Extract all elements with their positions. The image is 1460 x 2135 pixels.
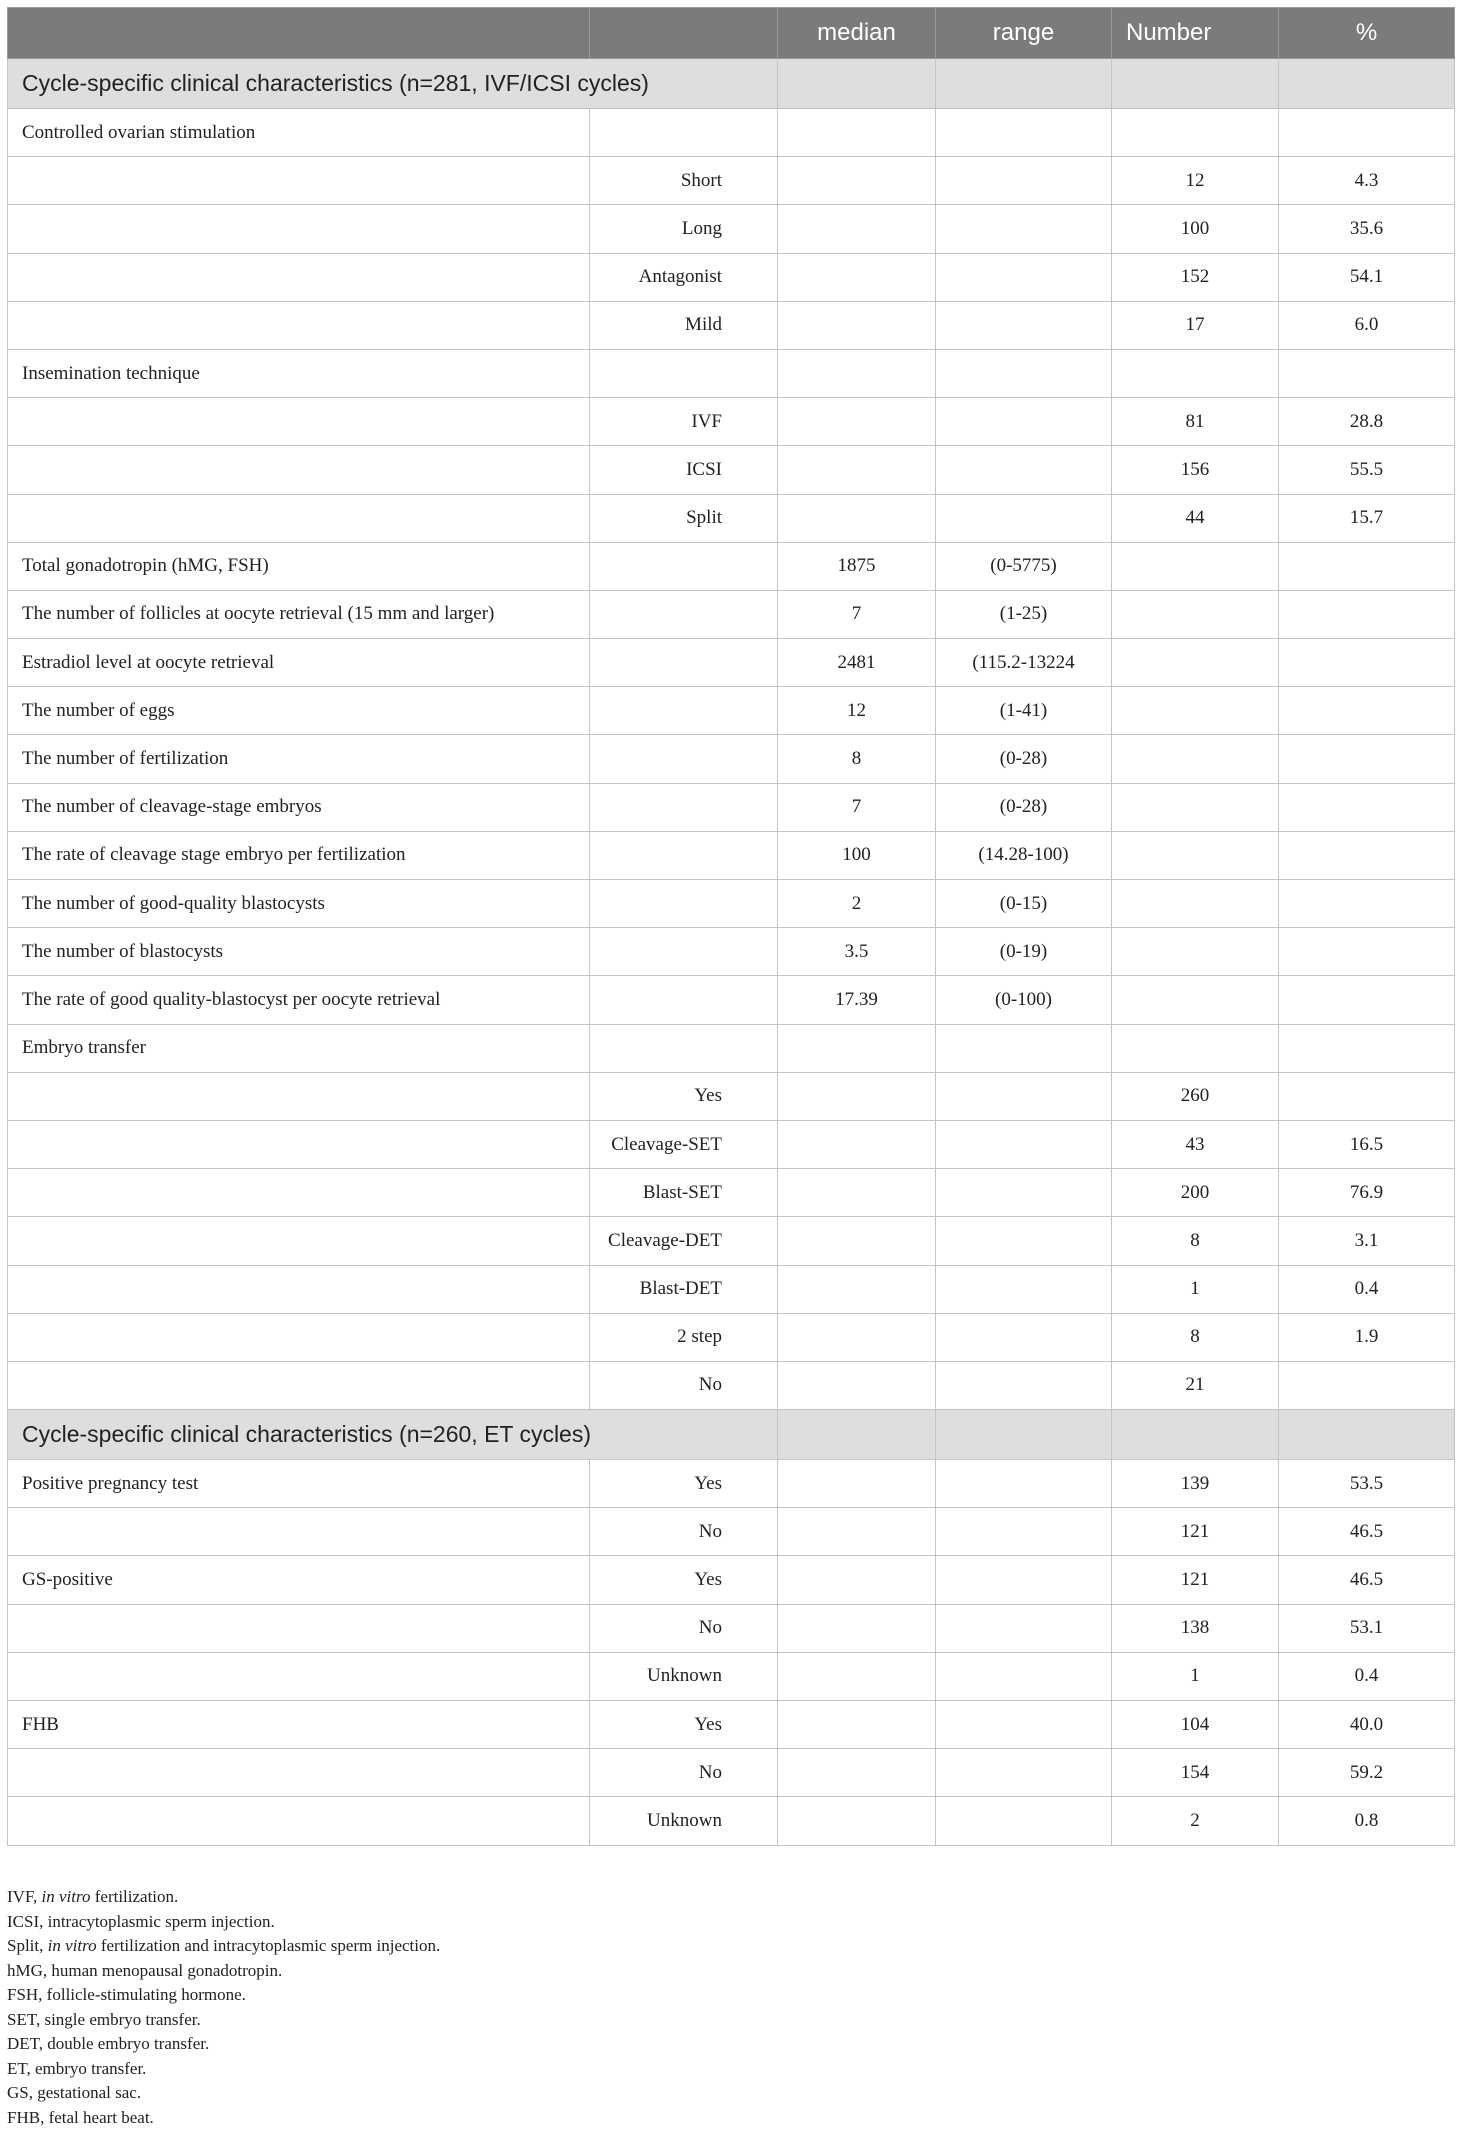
section-empty-cell bbox=[936, 59, 1112, 109]
cell-range: (1-41) bbox=[936, 687, 1112, 735]
row-label: The number of fertilization bbox=[8, 735, 590, 783]
cell-number: 121 bbox=[1112, 1508, 1279, 1556]
cell-range bbox=[936, 1701, 1112, 1749]
cell-median bbox=[778, 157, 936, 205]
row-sublabel: Short bbox=[590, 157, 778, 205]
row-label: Insemination technique bbox=[8, 349, 590, 397]
row-label bbox=[8, 253, 590, 301]
cell-range bbox=[936, 494, 1112, 542]
table-row bbox=[8, 1169, 1455, 1217]
cell-percent bbox=[1279, 349, 1455, 397]
cell-number: 156 bbox=[1112, 446, 1279, 494]
section-empty-cell bbox=[778, 1410, 936, 1460]
cell-percent bbox=[1279, 928, 1455, 976]
cell-range: (1-25) bbox=[936, 590, 1112, 638]
table-row bbox=[8, 687, 1455, 735]
section-empty-cell bbox=[778, 59, 936, 109]
row-sublabel: No bbox=[590, 1508, 778, 1556]
header-col-sub bbox=[590, 8, 778, 59]
cell-percent: 40.0 bbox=[1279, 1701, 1455, 1749]
row-label bbox=[8, 205, 590, 253]
cell-percent bbox=[1279, 783, 1455, 831]
section-header-row bbox=[8, 1410, 1455, 1460]
table-row bbox=[8, 1024, 1455, 1072]
footnote-text: hMG, human menopausal gonadotropin. bbox=[7, 1960, 283, 1980]
table-row bbox=[8, 542, 1455, 590]
row-sublabel bbox=[590, 783, 778, 831]
cell-range bbox=[936, 1265, 1112, 1313]
cell-percent: 3.1 bbox=[1279, 1217, 1455, 1265]
footnote-italic: in vitro bbox=[47, 1936, 97, 1955]
header-number: Number bbox=[1112, 8, 1279, 59]
cell-median: 3.5 bbox=[778, 928, 936, 976]
table-row bbox=[8, 1120, 1455, 1168]
footnote-text: FHB, fetal heart beat. bbox=[7, 2107, 154, 2127]
row-label: Embryo transfer bbox=[8, 1024, 590, 1072]
row-label: Total gonadotropin (hMG, FSH) bbox=[8, 542, 590, 590]
cell-number: 8 bbox=[1112, 1313, 1279, 1361]
table-row bbox=[8, 301, 1455, 349]
cell-range bbox=[936, 1460, 1112, 1508]
table-row bbox=[8, 494, 1455, 542]
cell-median bbox=[778, 1604, 936, 1652]
row-label bbox=[8, 1072, 590, 1120]
row-label bbox=[8, 1169, 590, 1217]
cell-range: (0-28) bbox=[936, 783, 1112, 831]
footnote-text: ET, embryo transfer. bbox=[7, 2058, 147, 2078]
cell-percent: 15.7 bbox=[1279, 494, 1455, 542]
cell-range bbox=[936, 1313, 1112, 1361]
cell-number: 1 bbox=[1112, 1652, 1279, 1700]
cell-range bbox=[936, 349, 1112, 397]
row-label bbox=[8, 1652, 590, 1700]
cell-median bbox=[778, 1361, 936, 1409]
table-row bbox=[8, 1508, 1455, 1556]
cell-number bbox=[1112, 639, 1279, 687]
cell-range bbox=[936, 1508, 1112, 1556]
section-empty-cell bbox=[1279, 59, 1455, 109]
row-sublabel bbox=[590, 590, 778, 638]
table-row bbox=[8, 1797, 1455, 1845]
cell-range bbox=[936, 1749, 1112, 1797]
table-row bbox=[8, 349, 1455, 397]
footnote-line bbox=[7, 1885, 1454, 1910]
cell-median: 2 bbox=[778, 880, 936, 928]
table-row bbox=[8, 1313, 1455, 1361]
row-sublabel bbox=[590, 109, 778, 157]
cell-percent: 0.8 bbox=[1279, 1797, 1455, 1845]
cell-median bbox=[778, 1265, 936, 1313]
cell-percent: 53.5 bbox=[1279, 1460, 1455, 1508]
row-sublabel: ICSI bbox=[590, 446, 778, 494]
cell-range: (0-5775) bbox=[936, 542, 1112, 590]
row-sublabel: Antagonist bbox=[590, 253, 778, 301]
cell-percent: 28.8 bbox=[1279, 398, 1455, 446]
characteristics-table bbox=[7, 7, 1455, 1846]
row-sublabel bbox=[590, 639, 778, 687]
table-row bbox=[8, 446, 1455, 494]
row-label: Positive pregnancy test bbox=[8, 1460, 590, 1508]
cell-percent: 0.4 bbox=[1279, 1652, 1455, 1700]
row-label: The number of good-quality blastocysts bbox=[8, 880, 590, 928]
table-row bbox=[8, 928, 1455, 976]
row-label bbox=[8, 1217, 590, 1265]
cell-number bbox=[1112, 1024, 1279, 1072]
cell-range: (0-28) bbox=[936, 735, 1112, 783]
row-sublabel bbox=[590, 880, 778, 928]
row-sublabel bbox=[590, 1024, 778, 1072]
cell-percent bbox=[1279, 880, 1455, 928]
cell-median bbox=[778, 1556, 936, 1604]
row-sublabel bbox=[590, 687, 778, 735]
row-label: Estradiol level at oocyte retrieval bbox=[8, 639, 590, 687]
cell-range bbox=[936, 109, 1112, 157]
cell-percent: 46.5 bbox=[1279, 1508, 1455, 1556]
cell-range bbox=[936, 1797, 1112, 1845]
cell-percent bbox=[1279, 542, 1455, 590]
table-row bbox=[8, 1265, 1455, 1313]
cell-median bbox=[778, 301, 936, 349]
row-label bbox=[8, 1508, 590, 1556]
cell-range bbox=[936, 301, 1112, 349]
cell-percent: 35.6 bbox=[1279, 205, 1455, 253]
footnote-line bbox=[7, 1934, 1454, 1959]
row-label: The number of cleavage-stage embryos bbox=[8, 783, 590, 831]
cell-number bbox=[1112, 928, 1279, 976]
cell-percent bbox=[1279, 1072, 1455, 1120]
cell-median bbox=[778, 1460, 936, 1508]
row-label bbox=[8, 301, 590, 349]
cell-median bbox=[778, 1120, 936, 1168]
cell-number: 139 bbox=[1112, 1460, 1279, 1508]
table-row bbox=[8, 205, 1455, 253]
cell-number: 17 bbox=[1112, 301, 1279, 349]
footnote-text: FSH, follicle-stimulating hormone. bbox=[7, 1985, 246, 2004]
footnote-line bbox=[7, 1910, 1454, 1935]
cell-percent: 55.5 bbox=[1279, 446, 1455, 494]
footnote-text: ICSI, intracytoplasmic sperm injection. bbox=[7, 1911, 275, 1931]
section-empty-cell bbox=[1112, 59, 1279, 109]
cell-range bbox=[936, 253, 1112, 301]
footnote-line bbox=[7, 1983, 1454, 2008]
row-sublabel: 2 step bbox=[590, 1313, 778, 1361]
table-row bbox=[8, 1460, 1455, 1508]
cell-number bbox=[1112, 590, 1279, 638]
cell-median: 100 bbox=[778, 831, 936, 879]
cell-number bbox=[1112, 831, 1279, 879]
cell-number: 121 bbox=[1112, 1556, 1279, 1604]
cell-median bbox=[778, 494, 936, 542]
cell-percent bbox=[1279, 590, 1455, 638]
cell-number: 81 bbox=[1112, 398, 1279, 446]
row-sublabel: No bbox=[590, 1604, 778, 1652]
cell-number bbox=[1112, 976, 1279, 1024]
cell-number: 138 bbox=[1112, 1604, 1279, 1652]
cell-number bbox=[1112, 109, 1279, 157]
cell-percent bbox=[1279, 831, 1455, 879]
cell-number: 12 bbox=[1112, 157, 1279, 205]
cell-percent bbox=[1279, 1024, 1455, 1072]
row-label bbox=[8, 1797, 590, 1845]
table-row bbox=[8, 880, 1455, 928]
cell-number: 43 bbox=[1112, 1120, 1279, 1168]
cell-number bbox=[1112, 542, 1279, 590]
cell-range bbox=[936, 398, 1112, 446]
cell-median bbox=[778, 1024, 936, 1072]
section-title: Cycle-specific clinical characteristics (n=281, IVF/ICSI cycles) bbox=[8, 59, 778, 109]
cell-number: 104 bbox=[1112, 1701, 1279, 1749]
cell-percent: 4.3 bbox=[1279, 157, 1455, 205]
table-row bbox=[8, 1217, 1455, 1265]
table-row bbox=[8, 976, 1455, 1024]
footnote-line bbox=[7, 2057, 1454, 2082]
cell-number bbox=[1112, 783, 1279, 831]
footnote-text: GS, gestational sac. bbox=[7, 2083, 142, 2102]
row-sublabel: No bbox=[590, 1749, 778, 1797]
cell-number: 21 bbox=[1112, 1361, 1279, 1409]
header-col-label bbox=[8, 8, 590, 59]
cell-range bbox=[936, 157, 1112, 205]
row-sublabel: Cleavage-SET bbox=[590, 1120, 778, 1168]
cell-number: 44 bbox=[1112, 494, 1279, 542]
cell-range bbox=[936, 1072, 1112, 1120]
row-sublabel: Blast-SET bbox=[590, 1169, 778, 1217]
cell-percent bbox=[1279, 1361, 1455, 1409]
cell-percent: 54.1 bbox=[1279, 253, 1455, 301]
cell-number: 2 bbox=[1112, 1797, 1279, 1845]
row-sublabel: Yes bbox=[590, 1072, 778, 1120]
table-row bbox=[8, 1652, 1455, 1700]
cell-range bbox=[936, 1120, 1112, 1168]
row-sublabel bbox=[590, 349, 778, 397]
cell-range: (0-100) bbox=[936, 976, 1112, 1024]
cell-range bbox=[936, 1217, 1112, 1265]
row-sublabel bbox=[590, 831, 778, 879]
cell-percent: 6.0 bbox=[1279, 301, 1455, 349]
cell-range bbox=[936, 1556, 1112, 1604]
cell-median: 17.39 bbox=[778, 976, 936, 1024]
footnote-text-rest: fertilization. bbox=[90, 1887, 179, 1906]
table-row bbox=[8, 253, 1455, 301]
table-row bbox=[8, 1361, 1455, 1409]
row-label bbox=[8, 1313, 590, 1361]
table-row bbox=[8, 735, 1455, 783]
cell-median: 2481 bbox=[778, 639, 936, 687]
row-label: GS-positive bbox=[8, 1556, 590, 1604]
cell-percent: 53.1 bbox=[1279, 1604, 1455, 1652]
cell-number: 152 bbox=[1112, 253, 1279, 301]
cell-number bbox=[1112, 880, 1279, 928]
footnotes bbox=[7, 1885, 1454, 2130]
cell-number: 154 bbox=[1112, 1749, 1279, 1797]
row-label bbox=[8, 1265, 590, 1313]
cell-median bbox=[778, 398, 936, 446]
table-header-row bbox=[8, 8, 1455, 59]
row-sublabel: Yes bbox=[590, 1460, 778, 1508]
footnote-text-rest: fertilization and intracytoplasmic sperm injection. bbox=[96, 1936, 441, 1955]
cell-median bbox=[778, 349, 936, 397]
table-row bbox=[8, 783, 1455, 831]
row-label bbox=[8, 398, 590, 446]
row-sublabel: Long bbox=[590, 205, 778, 253]
cell-range bbox=[936, 1604, 1112, 1652]
row-label: The number of eggs bbox=[8, 687, 590, 735]
cell-median: 7 bbox=[778, 590, 936, 638]
cell-median bbox=[778, 1508, 936, 1556]
cell-range: (115.2-13224 bbox=[936, 639, 1112, 687]
cell-median bbox=[778, 1169, 936, 1217]
cell-median: 8 bbox=[778, 735, 936, 783]
footnote-line bbox=[7, 2032, 1454, 2057]
cell-range: (14.28-100) bbox=[936, 831, 1112, 879]
cell-range: (0-19) bbox=[936, 928, 1112, 976]
table-row bbox=[8, 109, 1455, 157]
cell-percent bbox=[1279, 976, 1455, 1024]
row-sublabel: Yes bbox=[590, 1701, 778, 1749]
cell-range bbox=[936, 1652, 1112, 1700]
row-sublabel: Blast-DET bbox=[590, 1265, 778, 1313]
row-label bbox=[8, 1120, 590, 1168]
cell-percent bbox=[1279, 735, 1455, 783]
cell-median bbox=[778, 1652, 936, 1700]
footnote-text: Split, bbox=[7, 1936, 48, 1955]
row-sublabel bbox=[590, 735, 778, 783]
cell-median: 12 bbox=[778, 687, 936, 735]
row-sublabel bbox=[590, 976, 778, 1024]
footnote-text: DET, double embryo transfer. bbox=[7, 2034, 210, 2053]
cell-range bbox=[936, 1024, 1112, 1072]
header-median: median bbox=[778, 8, 936, 59]
section-empty-cell bbox=[1279, 1410, 1455, 1460]
table-body bbox=[8, 59, 1455, 1846]
cell-median bbox=[778, 1217, 936, 1265]
row-sublabel: Split bbox=[590, 494, 778, 542]
table-row bbox=[8, 1749, 1455, 1797]
table-row bbox=[8, 1072, 1455, 1120]
cell-median: 7 bbox=[778, 783, 936, 831]
cell-percent: 0.4 bbox=[1279, 1265, 1455, 1313]
cell-range: (0-15) bbox=[936, 880, 1112, 928]
cell-percent: 1.9 bbox=[1279, 1313, 1455, 1361]
footnote-line bbox=[7, 2008, 1454, 2033]
table-row bbox=[8, 831, 1455, 879]
row-sublabel: No bbox=[590, 1361, 778, 1409]
table-row bbox=[8, 1556, 1455, 1604]
row-label bbox=[8, 1749, 590, 1797]
row-label bbox=[8, 1604, 590, 1652]
row-label: The rate of cleavage stage embryo per fertilization bbox=[8, 831, 590, 879]
cell-percent bbox=[1279, 639, 1455, 687]
footnote-line bbox=[7, 1959, 1454, 1984]
cell-number: 260 bbox=[1112, 1072, 1279, 1120]
cell-median bbox=[778, 1313, 936, 1361]
row-sublabel: IVF bbox=[590, 398, 778, 446]
cell-median bbox=[778, 446, 936, 494]
row-label bbox=[8, 494, 590, 542]
table-row bbox=[8, 1701, 1455, 1749]
row-sublabel bbox=[590, 542, 778, 590]
table-row bbox=[8, 398, 1455, 446]
cell-number bbox=[1112, 687, 1279, 735]
cell-median bbox=[778, 1749, 936, 1797]
cell-range bbox=[936, 1169, 1112, 1217]
row-sublabel: Mild bbox=[590, 301, 778, 349]
footnote-text: SET, single embryo transfer. bbox=[7, 2009, 201, 2029]
row-label: The number of follicles at oocyte retrieval (15 mm and larger) bbox=[8, 590, 590, 638]
cell-number: 100 bbox=[1112, 205, 1279, 253]
cell-number: 8 bbox=[1112, 1217, 1279, 1265]
footnote-italic: in vitro bbox=[41, 1887, 91, 1906]
header-percent: % bbox=[1279, 8, 1455, 59]
section-title: Cycle-specific clinical characteristics (n=260, ET cycles) bbox=[8, 1410, 778, 1460]
cell-percent: 46.5 bbox=[1279, 1556, 1455, 1604]
cell-number bbox=[1112, 735, 1279, 783]
row-label: FHB bbox=[8, 1701, 590, 1749]
cell-median: 1875 bbox=[778, 542, 936, 590]
row-sublabel: Cleavage-DET bbox=[590, 1217, 778, 1265]
row-sublabel: Yes bbox=[590, 1556, 778, 1604]
footnote-text: IVF, bbox=[7, 1887, 42, 1906]
footnote-line bbox=[7, 2081, 1454, 2106]
section-header-row bbox=[8, 59, 1455, 109]
section-empty-cell bbox=[1112, 1410, 1279, 1460]
cell-median bbox=[778, 1797, 936, 1845]
header-range: range bbox=[936, 8, 1112, 59]
cell-percent: 76.9 bbox=[1279, 1169, 1455, 1217]
row-label: The rate of good quality-blastocyst per oocyte retrieval bbox=[8, 976, 590, 1024]
cell-median bbox=[778, 205, 936, 253]
row-label: Controlled ovarian stimulation bbox=[8, 109, 590, 157]
footnote-line bbox=[7, 2106, 1454, 2131]
cell-range bbox=[936, 205, 1112, 253]
row-sublabel: Unknown bbox=[590, 1797, 778, 1845]
cell-median bbox=[778, 253, 936, 301]
cell-number bbox=[1112, 349, 1279, 397]
row-sublabel: Unknown bbox=[590, 1652, 778, 1700]
table-row bbox=[8, 639, 1455, 687]
cell-percent bbox=[1279, 687, 1455, 735]
cell-number: 200 bbox=[1112, 1169, 1279, 1217]
row-label bbox=[8, 446, 590, 494]
section-empty-cell bbox=[936, 1410, 1112, 1460]
cell-median bbox=[778, 1701, 936, 1749]
row-label: The number of blastocysts bbox=[8, 928, 590, 976]
row-label bbox=[8, 157, 590, 205]
table-row bbox=[8, 590, 1455, 638]
row-label bbox=[8, 1361, 590, 1409]
cell-percent: 16.5 bbox=[1279, 1120, 1455, 1168]
cell-number: 1 bbox=[1112, 1265, 1279, 1313]
cell-median bbox=[778, 1072, 936, 1120]
table-row bbox=[8, 1604, 1455, 1652]
cell-median bbox=[778, 109, 936, 157]
cell-range bbox=[936, 446, 1112, 494]
row-sublabel bbox=[590, 928, 778, 976]
cell-percent: 59.2 bbox=[1279, 1749, 1455, 1797]
cell-percent bbox=[1279, 109, 1455, 157]
cell-range bbox=[936, 1361, 1112, 1409]
table-row bbox=[8, 157, 1455, 205]
